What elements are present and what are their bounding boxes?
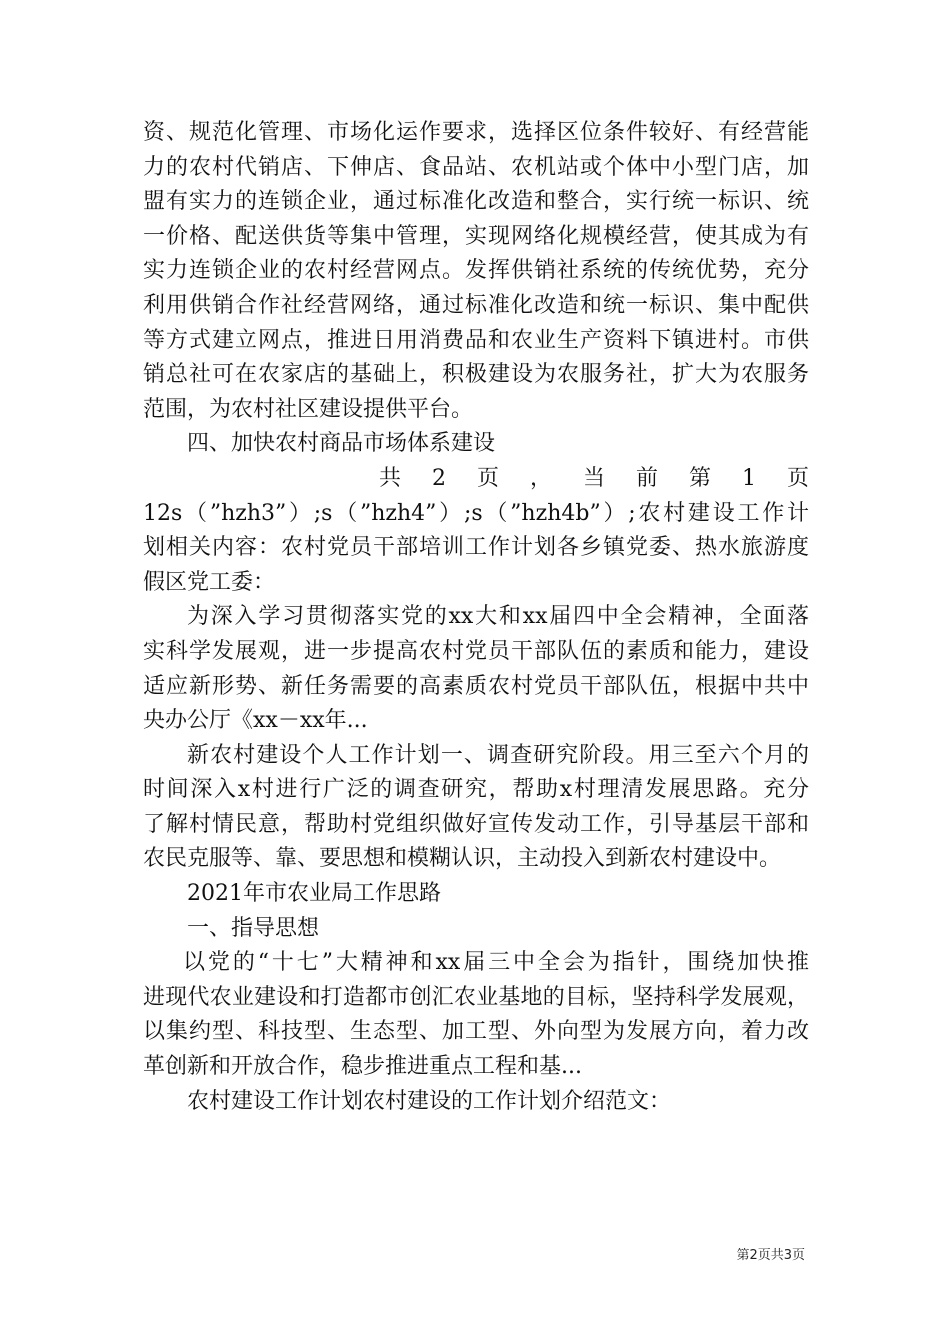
pager-char: 2 — [432, 465, 446, 491]
paragraph-line: 等方式建立网点，推进日用消费品和农业生产资料下镇进村。市供 — [143, 327, 809, 353]
paragraph-line: 实科学发展观，进一步提高农村党员干部队伍的素质和能力，建设 — [143, 638, 809, 664]
paragraph-line: 新农村建设个人工作计划一、调查研究阶段。用三至六个月的 — [187, 742, 809, 768]
paragraph-line: 进现代农业建设和打造都市创汇农业基地的目标，坚持科学发展观， — [143, 984, 809, 1010]
paragraph-line: 销总社可在农家店的基础上，积极建设为农服务社，扩大为农服务 — [143, 362, 809, 388]
paragraph-line: 央办公厅《xx－xx年... — [143, 708, 368, 734]
paragraph-line: 时间深入x村进行广泛的调查研究，帮助x村理清发展思路。充分 — [143, 777, 809, 803]
section-heading: 四、加快农村商品市场体系建设 — [187, 431, 496, 457]
pager-char: 1 — [741, 465, 756, 491]
paragraph-line: 利用供销合作社经营网络，通过标准化改造和统一标识、集中配供 — [143, 292, 809, 318]
pager-char: 当 — [582, 465, 605, 491]
paragraph-line: 为深入学习贯彻落实党的xx大和xx届四中全会精神，全面落 — [187, 604, 809, 630]
paragraph-line: 一价格、配送供货等集中管理，实现网络化规模经营，使其成为有 — [143, 223, 809, 249]
inline-page-counter — [143, 462, 809, 497]
paragraph-line: 12s（”hzh3”）;s（”hzh4”）;s（”hzh4b”）;农村建设工作计 — [143, 500, 809, 526]
section-heading: 一、指导思想 — [187, 915, 320, 941]
pager-char: 页 — [786, 465, 809, 491]
pager-char: 页 — [476, 465, 499, 491]
paragraph-line: 适应新形势、新任务需要的高素质农村党员干部队伍，根据中共中 — [143, 673, 809, 699]
paragraph-line: 力的农村代销店、下伸店、食品站、农机站或个体中小型门店，加 — [143, 154, 809, 180]
pager-char: 第 — [688, 465, 711, 491]
section-heading: 2021年市农业局工作思路 — [187, 881, 441, 907]
document-body — [143, 116, 809, 1119]
paragraph-line: 资、规范化管理、市场化运作要求，选择区位条件较好、有经营能 — [143, 120, 809, 145]
paragraph-line: 实力连锁企业的农村经营网点。发挥供销社系统的传统优势，充分 — [143, 258, 809, 284]
pager-char: ， — [529, 465, 552, 491]
paragraph-line: 农民克服等、靠、要思想和模糊认识，主动投入到新农村建设中。 — [143, 846, 782, 872]
paragraph-line: 划相关内容：农村党员干部培训工作计划各乡镇党委、热水旅游度 — [143, 535, 809, 561]
paragraph-line: 以党的“十七”大精神和xx届三中全会为指针，围绕加快推 — [183, 950, 809, 976]
paragraph-line: 农村建设工作计划农村建设的工作计划介绍范文： — [187, 1088, 672, 1114]
paragraph-line: 范围，为农村社区建设提供平台。 — [143, 396, 474, 422]
paragraph-line: 假区党工委： — [143, 569, 276, 595]
paragraph-line: 以集约型、科技型、生态型、加工型、外向型为发展方向，着力改 — [143, 1019, 809, 1045]
pager-char: 前 — [635, 465, 658, 491]
paragraph-line: 革创新和开放合作，稳步推进重点工程和基... — [143, 1054, 582, 1080]
pager-char: 共 — [379, 465, 402, 491]
paragraph-line: 盟有实力的连锁企业，通过标准化改造和整合，实行统一标识、统 — [143, 189, 809, 215]
paragraph-line: 了解村情民意，帮助村党组织做好宣传发动工作，引导基层干部和 — [143, 811, 809, 837]
page-footer-counter: 第2页共3页 — [736, 1248, 805, 1263]
